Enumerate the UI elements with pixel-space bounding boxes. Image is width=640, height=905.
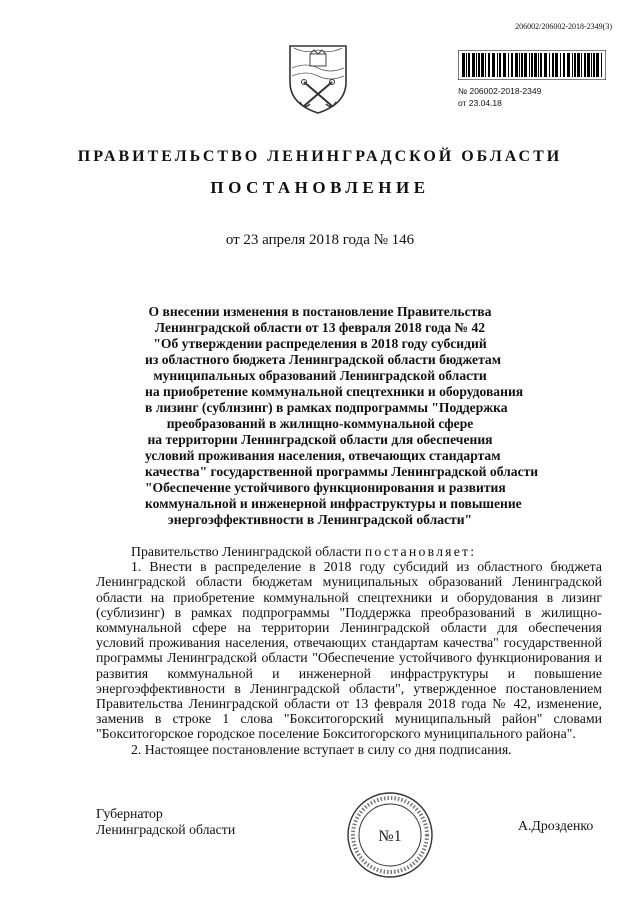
organization-name: ПРАВИТЕЛЬСТВО ЛЕНИНГРАДСКОЙ ОБЛАСТИ xyxy=(77,148,563,165)
preamble xyxy=(96,544,602,559)
barcode-bar xyxy=(540,53,542,77)
title-line: из областного бюджета Ленинградской области бюджетам xyxy=(145,352,501,367)
title-line: коммунальной и инженерной инфраструктуры и повышение xyxy=(145,496,522,511)
barcode-bar xyxy=(485,53,486,77)
title-line: преобразований в жилищно-коммунальной сфере xyxy=(166,416,474,431)
signatory-position xyxy=(96,806,235,838)
registration-barcode-block xyxy=(458,50,606,109)
barcode-image xyxy=(458,50,606,80)
title-line: О внесении изменения в постановление Правительства xyxy=(148,304,492,319)
barcode-bar xyxy=(466,53,467,77)
barcode-bar xyxy=(574,53,576,77)
paragraph-2: 2. Настоящее постановление вступает в силу со дня подписания. xyxy=(131,741,512,757)
title-line: Ленинградской области от 13 февраля 2018 года № 42 xyxy=(154,320,486,335)
title-line: на территории Ленинградской области для обеспечения xyxy=(147,432,493,447)
title-line: условий проживания населения, отвечающих стандартам xyxy=(145,448,501,463)
document-title xyxy=(145,304,539,528)
barcode-bar xyxy=(596,53,599,77)
barcode-bar xyxy=(560,53,561,77)
barcode-bar xyxy=(476,53,477,77)
barcode-bar xyxy=(601,53,602,77)
barcode-bar xyxy=(524,53,527,77)
title-line: на приобретение коммунальной спецтехники и оборудования xyxy=(145,384,524,399)
barcode-bar xyxy=(577,53,580,77)
document-reference: 206002/206002-2018-2349(3) xyxy=(515,22,612,31)
barcode-bar xyxy=(555,53,558,77)
title-line: качества" государственной программы Ленинградской области xyxy=(145,464,539,479)
barcode-bar xyxy=(552,53,554,77)
barcode-bar xyxy=(531,53,533,77)
title-line: в лизинг (сублизинг) в рамках подпрограммы "Поддержка xyxy=(145,400,508,415)
barcode-bar xyxy=(503,53,506,77)
barcode-bar xyxy=(563,53,565,77)
barcode-bar xyxy=(529,53,530,77)
coat-of-arms-emblem xyxy=(286,42,350,116)
barcode-bar xyxy=(497,53,498,77)
title-line: "Об утверждении распределения в 2018 году субсидий xyxy=(153,336,487,351)
preamble-subject: Правительство Ленинградской области xyxy=(131,544,362,559)
document-date: от 23 апреля 2018 года № 146 xyxy=(225,232,415,248)
barcode-bar xyxy=(587,53,590,77)
barcode-bar xyxy=(534,53,537,77)
barcode-bar xyxy=(519,53,520,77)
stamp-number: №1 xyxy=(378,828,402,845)
registration-number: № 206002-2018-2349 xyxy=(458,86,542,96)
paragraph-1: 1. Внести в распределение в 2018 году субсидий из областного бюджета Ленинградской области бюджетам муниципальных образований Ленинградской области на приобретение коммунальной спецтехники и оборудования в лизинг (сублизинг) в рамках подпрограммы "Поддержка преобразований в жилищно-коммунальной сфере на территории Ленинградской области для обеспечения условий проживания населения, отвечающих стандартам качества" государственной программы Ленинградской области "Обеспечение устойчивого функционирования и развития коммунальной и инженерной инфраструктуры и повышение энергоэффективности в Ленинградской области", утвержденное постановлением Правительства Ленинградской области от 13 февраля 2018 года № 42, изменение, заменив в строке 1 слова "Бокситогорский муниципальный район" словами "Бокситогорское городское поселение Бокситогорского муниципального района". xyxy=(96,559,602,742)
barcode-bar xyxy=(511,53,513,77)
official-stamp xyxy=(345,790,435,880)
barcode-bar xyxy=(468,53,470,77)
barcode-bar xyxy=(462,53,465,77)
barcode-bar xyxy=(515,53,518,77)
document-type: ПОСТАНОВЛЕНИЕ xyxy=(210,178,430,197)
barcode-bar xyxy=(584,53,586,77)
barcode-bar xyxy=(472,53,475,77)
signatory-position-line: Губернатор xyxy=(96,806,163,821)
document-body xyxy=(96,544,602,757)
barcode-bar xyxy=(591,53,592,77)
barcode-bar xyxy=(521,53,523,77)
barcode-bar xyxy=(538,53,539,77)
barcode-bar xyxy=(481,53,484,77)
barcode-bar xyxy=(488,53,490,77)
barcode-bar xyxy=(492,53,495,77)
barcode-bar xyxy=(572,53,573,77)
barcode-bar xyxy=(581,53,582,77)
registration-date: от 23.04.18 xyxy=(458,98,502,108)
signatory-position-line: Ленинградской области xyxy=(96,822,236,837)
barcode-bar xyxy=(499,53,501,77)
barcode-bar xyxy=(549,53,550,77)
barcode-bar xyxy=(508,53,509,77)
title-line: муниципальных образований Ленинградской области xyxy=(153,368,487,383)
barcode-bar xyxy=(544,53,547,77)
preamble-verb: постановляет: xyxy=(364,544,477,559)
title-line: энергоэффективности в Ленинградской области" xyxy=(167,512,473,527)
barcode-bar xyxy=(478,53,480,77)
barcode-bar xyxy=(593,53,595,77)
barcode-bar xyxy=(567,53,570,77)
title-line: "Обеспечение устойчивого функционирования и развития xyxy=(145,480,506,495)
signatory-name: А.Дрозденко xyxy=(518,818,594,833)
